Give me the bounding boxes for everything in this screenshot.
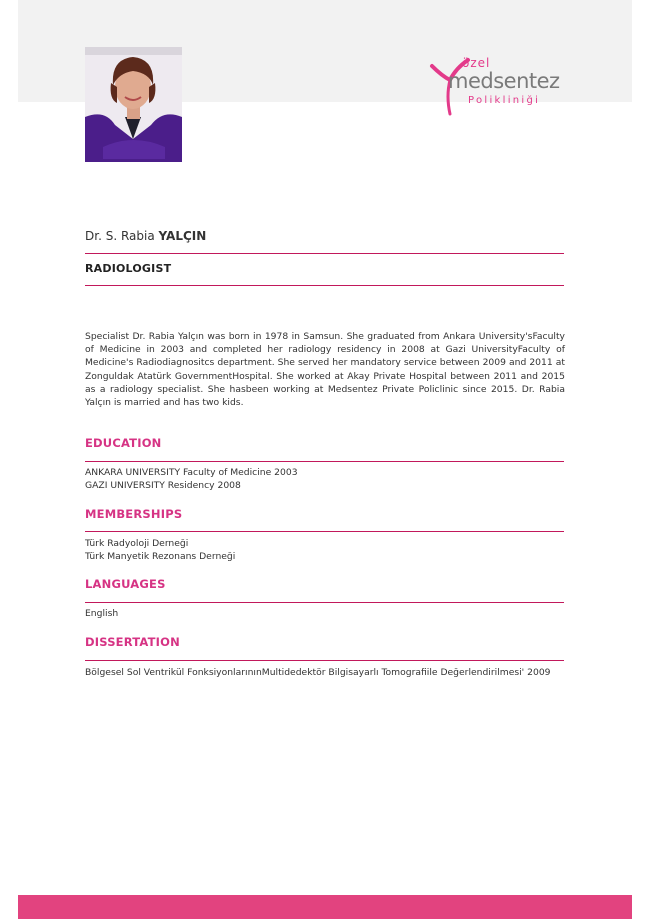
divider	[85, 531, 564, 532]
languages-heading: LANGUAGES	[85, 577, 166, 591]
language-item: English	[85, 608, 119, 619]
education-item: GAZI UNIVERSITY Residency 2008	[85, 480, 241, 491]
doctor-title: RADIOLOGIST	[85, 262, 172, 275]
divider	[85, 285, 564, 286]
doctor-name	[85, 229, 206, 243]
doctor-last-name: YALÇIN	[158, 229, 207, 243]
membership-item: Türk Manyetik Rezonans Derneği	[85, 551, 236, 562]
education-item: ANKARA UNIVERSITY Faculty of Medicine 2003	[85, 467, 298, 478]
divider	[85, 461, 564, 462]
logo-name: medsentez	[448, 69, 560, 93]
medsentez-logo	[428, 54, 568, 118]
doctor-first-name: Dr. S. Rabia	[85, 229, 155, 243]
logo-subtitle: Polikliniği	[468, 95, 541, 106]
divider	[85, 253, 564, 254]
education-heading: EDUCATION	[85, 436, 162, 450]
dissertation-heading: DISSERTATION	[85, 635, 180, 649]
biography: Specialist Dr. Rabia Yalçın was born in 1978 in Samsun. She graduated from Ankara University'sFaculty of Medicine in 2003 and completed her radiology residency in 2008 at Gazi UniversityFaculty of Medicine's Radiodiagnositcs department. She served her mandatory service between 2009 and 2011 at Zonguldak Atatürk GovernmentHospital. She worked at Akay Private Hospital between 2011 and 2015 as a radiology specialist. She hasbeen working at Medsentez Private Policlinic since 2015. Dr. Rabia Yalçın is married and has two kids.	[85, 331, 565, 409]
memberships-heading: MEMBERSHIPS	[85, 507, 183, 521]
logo-prefix: özel	[462, 56, 491, 70]
membership-item: Türk Radyoloji Derneği	[85, 538, 189, 549]
dissertation-text: Bölgesel Sol Ventrikül FonksiyonlarınınMultidedektör Bilgisayarlı Tomografiile Değerlendirilmesi' 2009	[85, 667, 551, 678]
doctor-photo	[85, 47, 182, 162]
divider	[85, 660, 564, 661]
footer-band	[18, 895, 632, 919]
divider	[85, 602, 564, 603]
